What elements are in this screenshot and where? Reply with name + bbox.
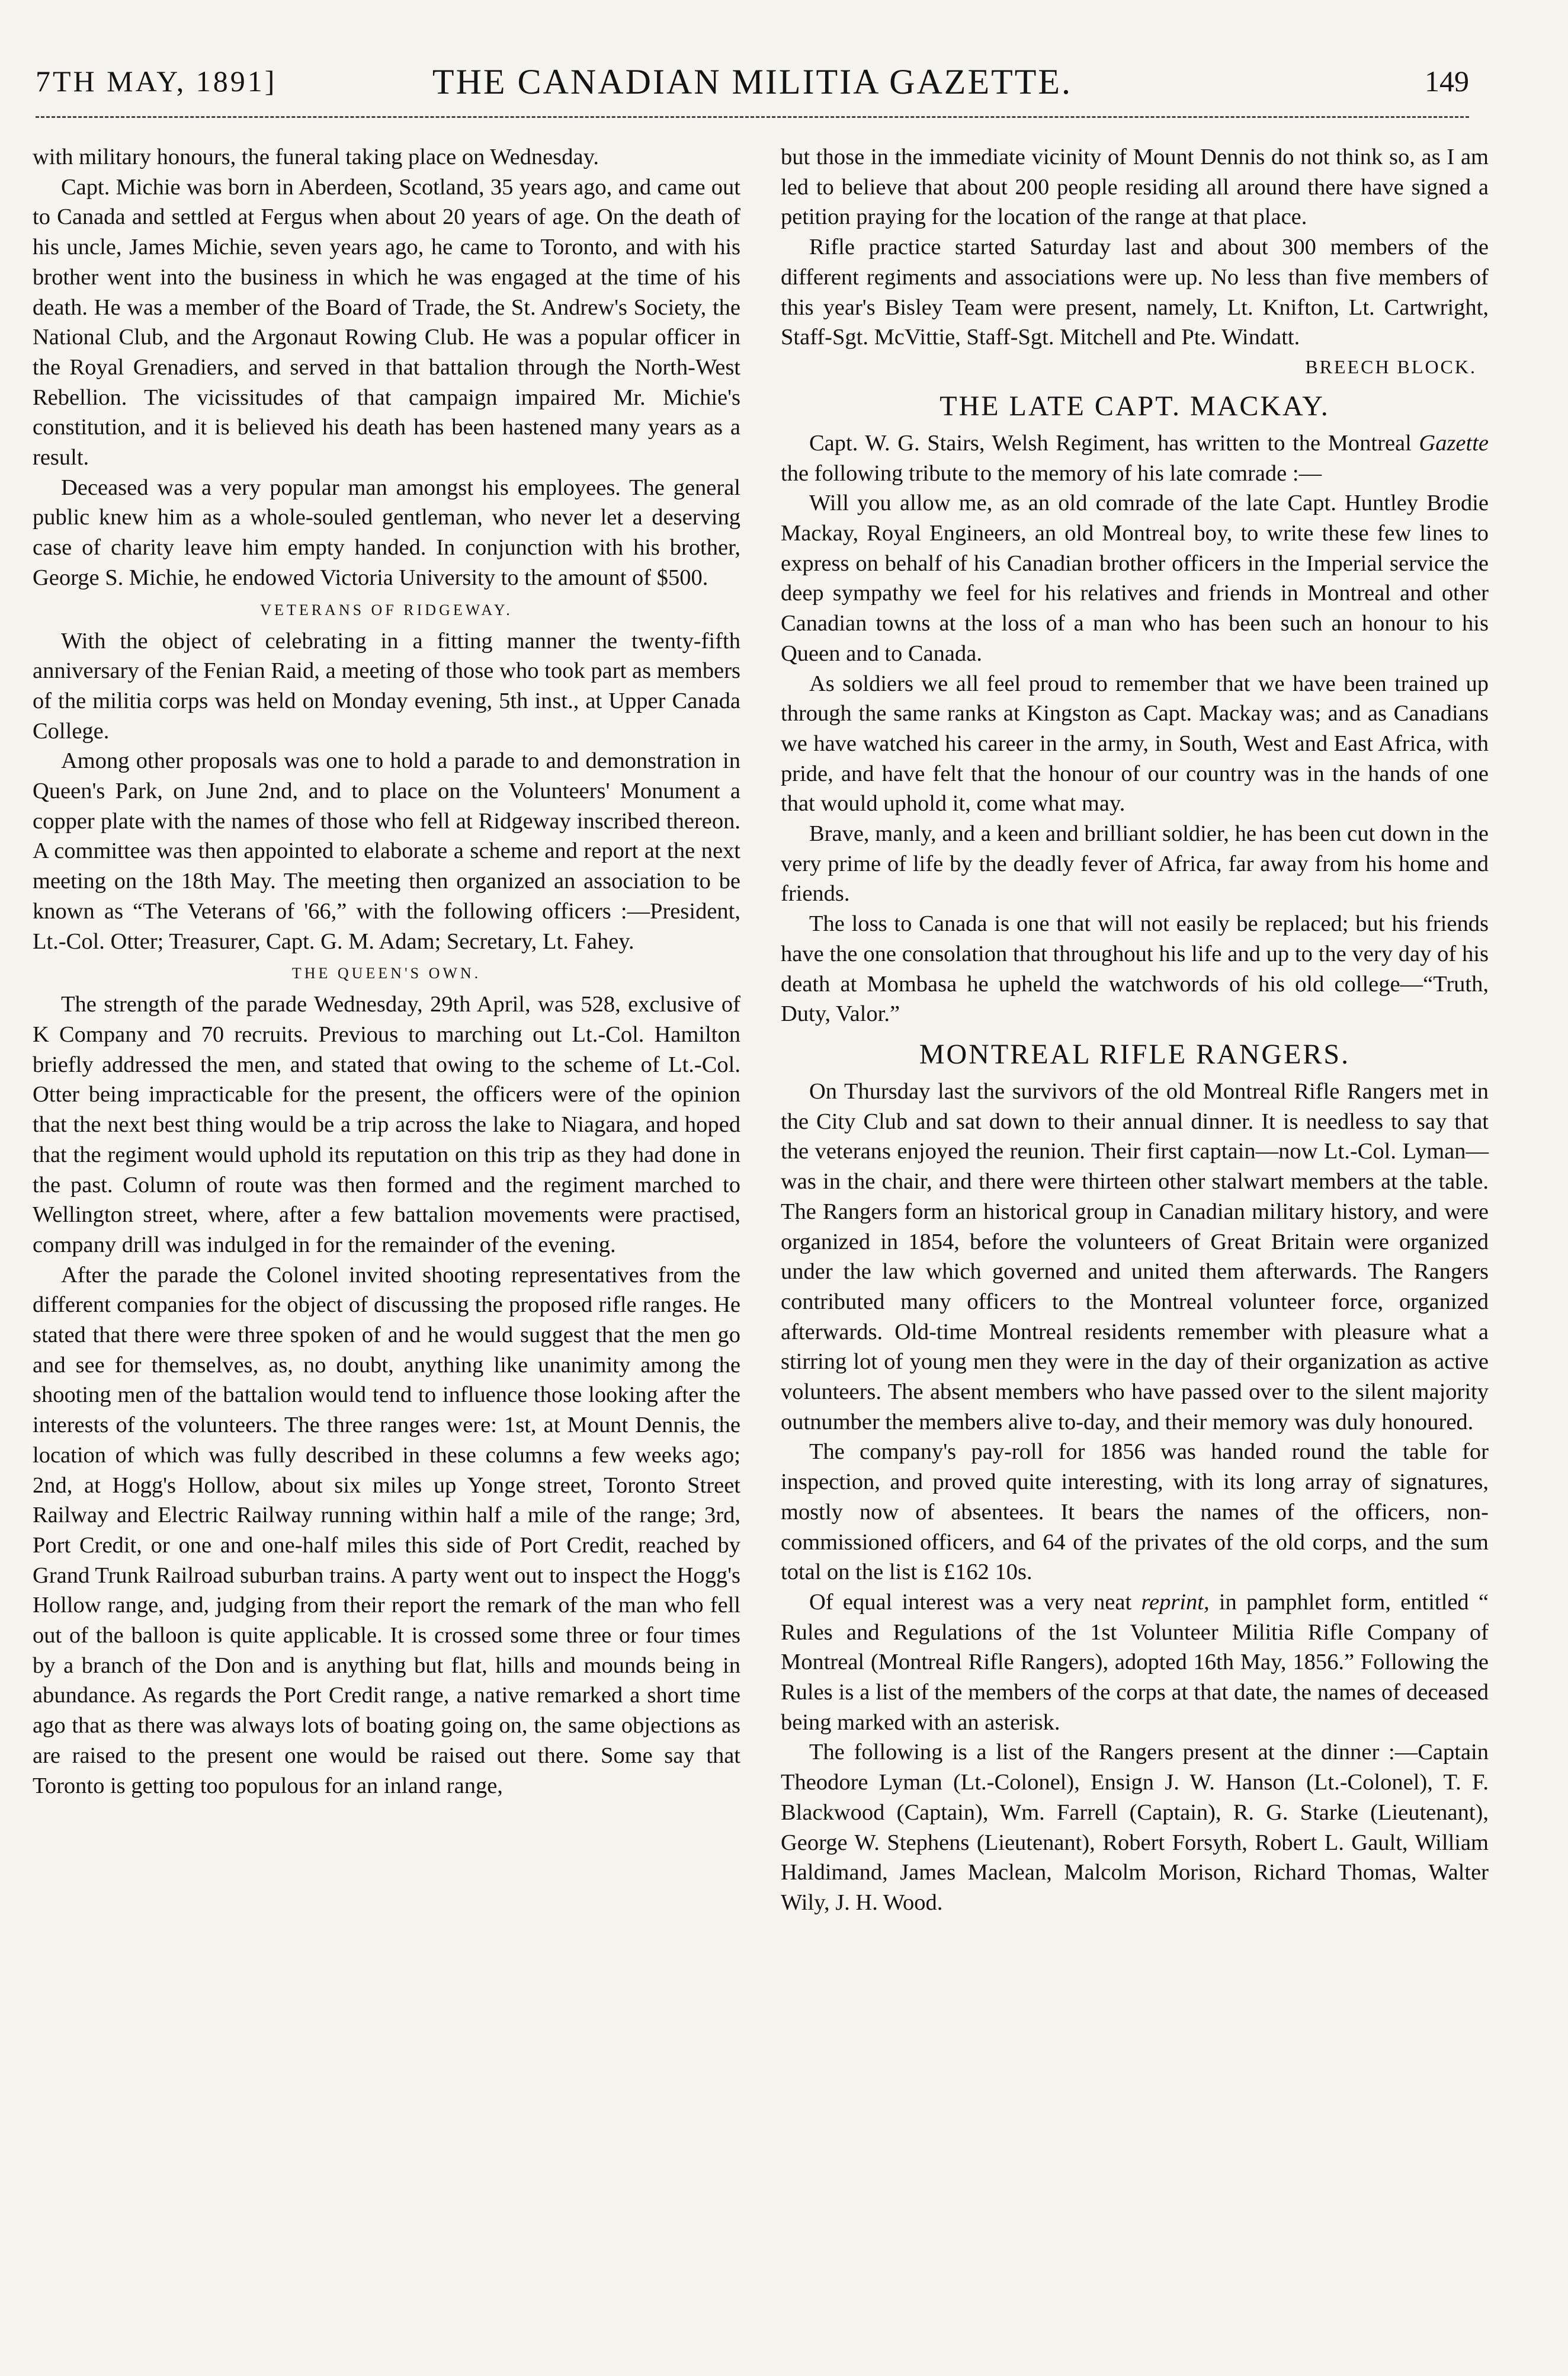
paragraph: On Thursday last the survivors of the old Montreal Rifle Rangers met in the City Club and sat down to their annual dinner. It is needless to say that the veterans enjoyed the reunion. Their first captain—now Lt.-Col. Lyman—was in the chair, and there were thirteen other stalwart members at the table. The Rangers form an historical group in Canadian military history, and were organized in 1854, before the volunteers of Great Britain were organized under the law which governed and united them afterwards. The Rangers contributed many officers to the Montreal volunteer force, organized afterwards. Old-time Montreal residents remember with pleasure what a stirring lot of young men they were in the day of their organization as active volunteers. The absent members who have passed over to the silent majority outnumber the members alive to-day, and their memory was duly honoured. (781, 1078, 1489, 1434)
paragraph: The company's pay-roll for 1856 was handed round the table for inspection, and proved quite interesting, with its long array of signatures, mostly now of absentees. It bears the names of the officers, non-commissioned officers, and 64 of the privates of the old corps, and the sum total on the list is £162 10s. (781, 1439, 1489, 1585)
italic-text: Gazette (1419, 430, 1489, 456)
paragraph: The strength of the parade Wednesday, 29th April, was 528, exclusive of K Company and 70 recruits. Previous to marching out Lt.-Col. Hamilton briefly addressed the men, and stated that owing to the scheme of Lt.-Col. Otter being impracticable for the present, the officers were of the opinion that the next best thing would be a trip across the lake to Niagara, and hoped that the regiment would uphold its reputation on this trip as they had done in the past. Column of route was then formed and the regiment marched to Wellington street, where, after a few battalion movements were practised, company drill was indulged in for the remainder of the evening. (33, 992, 740, 1257)
paragraph: with military honours, the funeral taking place on Wednesday. (33, 145, 599, 169)
publication-title: THE CANADIAN MILITIA GAZETTE. (432, 62, 1073, 101)
article-heading-rifle-rangers: MONTREAL RIFLE RANGERS. (919, 1038, 1351, 1070)
header-rule (36, 116, 1469, 118)
text-span: Of equal interest was a very neat (809, 1589, 1141, 1615)
subheading-veterans-of-ridgeway: VETERANS OF RIDGEWAY. (260, 601, 513, 619)
paragraph: The following is a list of the Rangers present at the dinner :—Captain Theodore Lyman (Lt.-Colonel), Ensign J. W. Hanson (Lt.-Colonel), T. F. Blackwood (Captain), Wm. Farrell (Captain), R. G. Starke (Lieutenant), George W. Stephens (Lieutenant), Robert Forsyth, Robert L. Gault, William Haldimand, James Maclean, Malcolm Morison, Richard Thomas, Walter Wily, J. H. Wood. (781, 1740, 1489, 1915)
page-number: 149 (1425, 65, 1469, 98)
paragraph: but those in the immediate vicinity of Mount Dennis do not think so, as I am led to believe that about 200 people residing all around there have signed a petition praying for the location of the range at that place. (781, 145, 1489, 230)
page-header (36, 64, 1469, 105)
paragraph: The loss to Canada is one that will not easily be replaced; but his friends have the one consolation that throughout his life and up to the very day of his death at Mombasa he upheld the watchwords of his old college—“Truth, Duty, Valor.” (781, 911, 1489, 1027)
text-span: Capt. W. G. Stairs, Welsh Regiment, has written to the Montreal (809, 430, 1419, 456)
paragraph (781, 1587, 1489, 1738)
left-column (33, 142, 740, 1801)
italic-text: reprint, (1141, 1589, 1210, 1615)
paragraph: As soldiers we all feel proud to remember that we have been trained up through the same ranks at Kingston as Capt. Mackay was; and as Canadians we have watched his career in the army, in South, West and East Africa, with pride, and have felt that the honour of our country was in the hands of one that would uphold it, come what may. (781, 671, 1489, 816)
paragraph (781, 428, 1489, 488)
paragraph: Capt. Michie was born in Aberdeen, Scotland, 35 years ago, and came out to Canada and settled at Fergus when about 20 years of age. On the death of his uncle, James Michie, seven years ago, he came to Toronto, and with his brother went into the business in which he was engaged at the time of his death. He was a member of the Board of Trade, the St. Andrew's Society, the National Club, and the Argonaut Rowing Club. He was a popular officer in the Royal Grenadiers, and served in that battalion through the North-West Rebellion. The vicissitudes of that campaign impaired Mr. Michie's constitution, and it is believed his death has been hastened many years as a result. (33, 174, 740, 470)
issue-date: 7TH MAY, 1891] (36, 65, 277, 98)
text-span: the following tribute to the memory of his late comrade :— (781, 460, 1322, 486)
paragraph: Will you allow me, as an old comrade of the late Capt. Huntley Brodie Mackay, Royal Engineers, an old Montreal boy, to write these few lines to express on behalf of his Canadian brother officers in the Imperial service the deep sympathy we feel for his relatives and friends in Montreal and other Canadian towns at the loss of a man who has been such an honour to his Queen and to Canada. (781, 491, 1489, 666)
paragraph: Rifle practice started Saturday last and about 300 members of the different regiments and associations were up. No less than five members of this year's Bisley Team were present, namely, Lt. Knifton, Lt. Cartwright, Staff-Sgt. McVittie, Staff-Sgt. Mitchell and Pte. Windatt. (781, 235, 1489, 350)
paragraph: With the object of celebrating in a fitting manner the twenty-fifth anniversary of the Fenian Raid, a meeting of those who took part as members of the militia corps was held on Monday evening, 5th inst., at Upper Canada College. (33, 628, 740, 744)
paragraph: After the parade the Colonel invited shooting representatives from the different companies for the object of discussing the proposed rifle ranges. He stated that there were three spoken of and he would suggest that the men go and see for themselves, as, no doubt, anything like unanimity among the shooting men of the battalion would tend to influence those looking after the interests of the volunteers. The three ranges were: 1st, at Mount Dennis, the location of which was fully described in these columns a few weeks ago; 2nd, at Hogg's Hollow, about six miles up Yonge street, Toronto Street Railway and Electric Railway running within half a mile of the range; 3rd, Port Credit, or one and one-half miles this side of Port Credit, reached by Grand Trunk Railroad suburban trains. A party went out to inspect the Hogg's Hollow range, and, judging from their report the remark of the man who fell out of the balloon is quite applicable. It is crossed some three or four times by a branch of the Don and is anything but flat, hills and mounds being in abundance. As regards the Port Credit range, a native remarked a short time ago that as there was always lots of boating going on, the same objections as are raised to the present one would be raised out there. Some say that Toronto is getting too populous for an inland range, (33, 1262, 740, 1798)
paragraph: Brave, manly, and a keen and brilliant soldier, he has been cut down in the very prime of life by the deadly fever of Africa, far away from his home and friends. (781, 821, 1489, 907)
author-signature: BREECH BLOCK. (1305, 356, 1477, 377)
text-span: in pamphlet form, entitled “ Rules and Regulations of the 1st Volunteer Militia Rifle Company of Montreal (Montreal Rifle Rangers), adopted 16th May, 1856.” Following the Rules is a list of the members of the corps at that date, the names of deceased being marked with an asterisk. (781, 1589, 1489, 1735)
paragraph: Among other proposals was one to hold a parade to and demonstration in Queen's Park, on June 2nd, and to place on the Volunteers' Monument a copper plate with the names of those who fell at Ridgeway inscribed thereon. A committee was then appointed to elaborate a scheme and report at the next meeting on the 18th May. The meeting then organized an association to be known as “The Veterans of '66,” with the following officers :—President, Lt.-Col. Otter; Treasurer, Capt. G. M. Adam; Secretary, Lt. Fahey. (33, 748, 740, 954)
paragraph: Deceased was a very popular man amongst his employees. The general public knew him as a whole-souled gentleman, who never let a deserving case of charity leave him empty handed. In conjunction with his brother, George S. Michie, he endowed Victoria University to the amount of $500. (33, 475, 740, 590)
article-heading-capt-mackay: THE LATE CAPT. MACKAY. (939, 390, 1330, 422)
subheading-queens-own: THE QUEEN'S OWN. (291, 965, 482, 982)
right-column (781, 142, 1489, 1918)
